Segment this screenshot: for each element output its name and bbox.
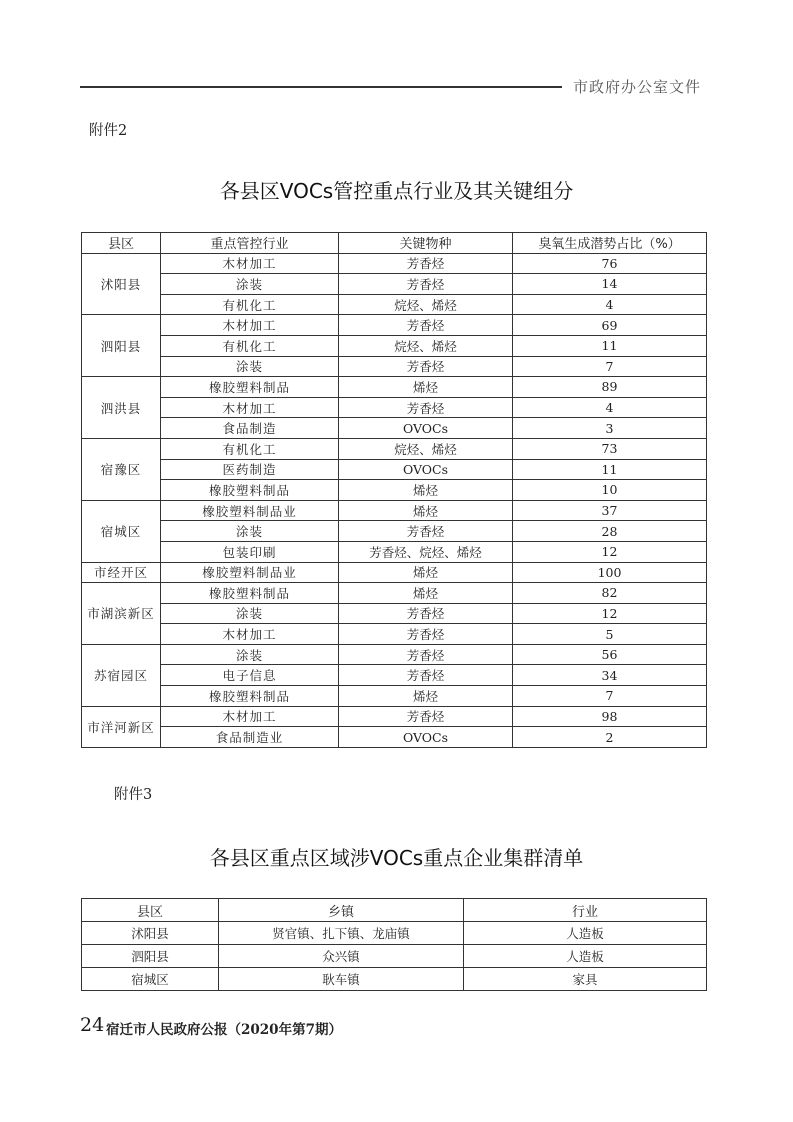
industry-cell: 有机化工 [161, 294, 339, 315]
species-cell: 芳香烃 [339, 624, 513, 645]
species-cell: 芳香烃、烷烃、烯烃 [339, 541, 513, 562]
header-rule [80, 86, 562, 88]
table-row [82, 377, 707, 398]
table-row [82, 603, 707, 624]
industry-cell: 橡胶塑料制品 [161, 377, 339, 398]
industry-cell: 食品制造 [161, 418, 339, 439]
industry-cell: 医药制造 [161, 459, 339, 480]
species-cell: 烯烃 [339, 377, 513, 398]
species-cell: 烯烃 [339, 583, 513, 604]
percent-cell: 69 [513, 315, 707, 336]
column-header: 县区 [82, 899, 219, 922]
industry-cell: 涂装 [161, 521, 339, 542]
percent-cell: 76 [513, 253, 707, 274]
percent-cell: 73 [513, 438, 707, 459]
industry-cell: 家具 [464, 968, 707, 991]
industry-cell: 电子信息 [161, 665, 339, 686]
percent-cell: 98 [513, 706, 707, 727]
species-cell: 芳香烃 [339, 665, 513, 686]
enterprise-cluster-table-body [82, 922, 707, 991]
species-cell: OVOCs [339, 727, 513, 748]
percent-cell: 37 [513, 500, 707, 521]
industry-cell: 木材加工 [161, 315, 339, 336]
table-row [82, 562, 707, 583]
percent-cell: 82 [513, 583, 707, 604]
industry-cell: 橡胶塑料制品 [161, 480, 339, 501]
industry-cell: 包装印刷 [161, 541, 339, 562]
township-cell: 耿车镇 [219, 968, 464, 991]
species-cell: 烯烃 [339, 686, 513, 707]
table-row [82, 624, 707, 645]
percent-cell: 4 [513, 294, 707, 315]
table-row [82, 521, 707, 542]
table-header-row [82, 899, 707, 922]
table-row [82, 500, 707, 521]
county-cell: 宿城区 [82, 968, 219, 991]
voc-industry-table [81, 232, 707, 748]
species-cell: 烯烃 [339, 562, 513, 583]
percent-cell: 12 [513, 603, 707, 624]
percent-cell: 3 [513, 418, 707, 439]
table-row [82, 727, 707, 748]
column-header: 行业 [464, 899, 707, 922]
table-row [82, 686, 707, 707]
industry-cell: 木材加工 [161, 397, 339, 418]
species-cell: 烷烃、烯烃 [339, 335, 513, 356]
industry-cell: 有机化工 [161, 335, 339, 356]
percent-cell: 12 [513, 541, 707, 562]
species-cell: 芳香烃 [339, 356, 513, 377]
species-cell: 芳香烃 [339, 397, 513, 418]
species-cell: 芳香烃 [339, 253, 513, 274]
table-row [82, 706, 707, 727]
attachment3-title: 各县区重点区域涉VOCs重点企业集群清单 [209, 846, 584, 870]
percent-cell: 4 [513, 397, 707, 418]
county-cell: 宿豫区 [82, 438, 161, 500]
species-cell: 芳香烃 [339, 644, 513, 665]
species-cell: OVOCs [339, 418, 513, 439]
table-row [82, 665, 707, 686]
column-header: 县区 [82, 233, 161, 254]
county-cell: 苏宿园区 [82, 644, 161, 706]
column-header: 重点管控行业 [161, 233, 339, 254]
page-number: 24 [80, 1014, 105, 1036]
county-cell: 泗阳县 [82, 945, 219, 968]
attachment2-title: 各县区VOCs管控重点行业及其关键组分 [219, 179, 574, 203]
species-cell: 烷烃、烯烃 [339, 438, 513, 459]
species-cell: 芳香烃 [339, 706, 513, 727]
percent-cell: 2 [513, 727, 707, 748]
industry-cell: 涂装 [161, 274, 339, 295]
county-cell: 沭阳县 [82, 922, 219, 945]
species-cell: 芳香烃 [339, 315, 513, 336]
species-cell: 芳香烃 [339, 274, 513, 295]
species-cell: 烯烃 [339, 500, 513, 521]
county-cell: 泗洪县 [82, 377, 161, 439]
table-row [82, 480, 707, 501]
industry-cell: 涂装 [161, 356, 339, 377]
table-row [82, 459, 707, 480]
species-cell: 芳香烃 [339, 603, 513, 624]
column-header: 乡镇 [219, 899, 464, 922]
species-cell: 烯烃 [339, 480, 513, 501]
township-cell: 贤官镇、扎下镇、龙庙镇 [219, 922, 464, 945]
table-row [82, 356, 707, 377]
voc-industry-table-body [82, 253, 707, 747]
table-row [82, 583, 707, 604]
percent-cell: 56 [513, 644, 707, 665]
percent-cell: 5 [513, 624, 707, 645]
header-label: 市政府办公室文件 [573, 78, 702, 96]
table-row [82, 541, 707, 562]
percent-cell: 11 [513, 459, 707, 480]
table-row [82, 294, 707, 315]
table-row [82, 315, 707, 336]
industry-cell: 木材加工 [161, 624, 339, 645]
percent-cell: 28 [513, 521, 707, 542]
species-cell: 芳香烃 [339, 521, 513, 542]
column-header: 关键物种 [339, 233, 513, 254]
enterprise-cluster-table [81, 898, 707, 991]
attachment3-label: 附件3 [114, 787, 153, 803]
table-row [82, 438, 707, 459]
industry-cell: 橡胶塑料制品 [161, 686, 339, 707]
percent-cell: 7 [513, 356, 707, 377]
table-row [82, 968, 707, 991]
attachment2-label: 附件2 [89, 123, 128, 139]
county-cell: 沭阳县 [82, 253, 161, 315]
column-header: 臭氧生成潜势占比（%） [513, 233, 707, 254]
industry-cell: 橡胶塑料制品 [161, 583, 339, 604]
table-row [82, 274, 707, 295]
county-cell: 宿城区 [82, 500, 161, 562]
industry-cell: 木材加工 [161, 253, 339, 274]
table-row [82, 922, 707, 945]
industry-cell: 食品制造业 [161, 727, 339, 748]
table-row [82, 945, 707, 968]
percent-cell: 14 [513, 274, 707, 295]
table-row [82, 644, 707, 665]
percent-cell: 34 [513, 665, 707, 686]
percent-cell: 10 [513, 480, 707, 501]
industry-cell: 涂装 [161, 603, 339, 624]
table-row [82, 418, 707, 439]
table-header-row [82, 233, 707, 254]
industry-cell: 有机化工 [161, 438, 339, 459]
percent-cell: 89 [513, 377, 707, 398]
species-cell: 烷烃、烯烃 [339, 294, 513, 315]
industry-cell: 橡胶塑料制品业 [161, 500, 339, 521]
industry-cell: 木材加工 [161, 706, 339, 727]
industry-cell: 人造板 [464, 922, 707, 945]
county-cell: 泗阳县 [82, 315, 161, 377]
industry-cell: 涂装 [161, 644, 339, 665]
county-cell: 市洋河新区 [82, 706, 161, 747]
publication-title: 宿迁市人民政府公报（2020年第7期） [106, 1022, 342, 1038]
county-cell: 市经开区 [82, 562, 161, 583]
table-row [82, 335, 707, 356]
industry-cell: 橡胶塑料制品业 [161, 562, 339, 583]
percent-cell: 11 [513, 335, 707, 356]
percent-cell: 7 [513, 686, 707, 707]
table-row [82, 253, 707, 274]
percent-cell: 100 [513, 562, 707, 583]
county-cell: 市湖滨新区 [82, 583, 161, 645]
township-cell: 众兴镇 [219, 945, 464, 968]
industry-cell: 人造板 [464, 945, 707, 968]
table-row [82, 397, 707, 418]
species-cell: OVOCs [339, 459, 513, 480]
